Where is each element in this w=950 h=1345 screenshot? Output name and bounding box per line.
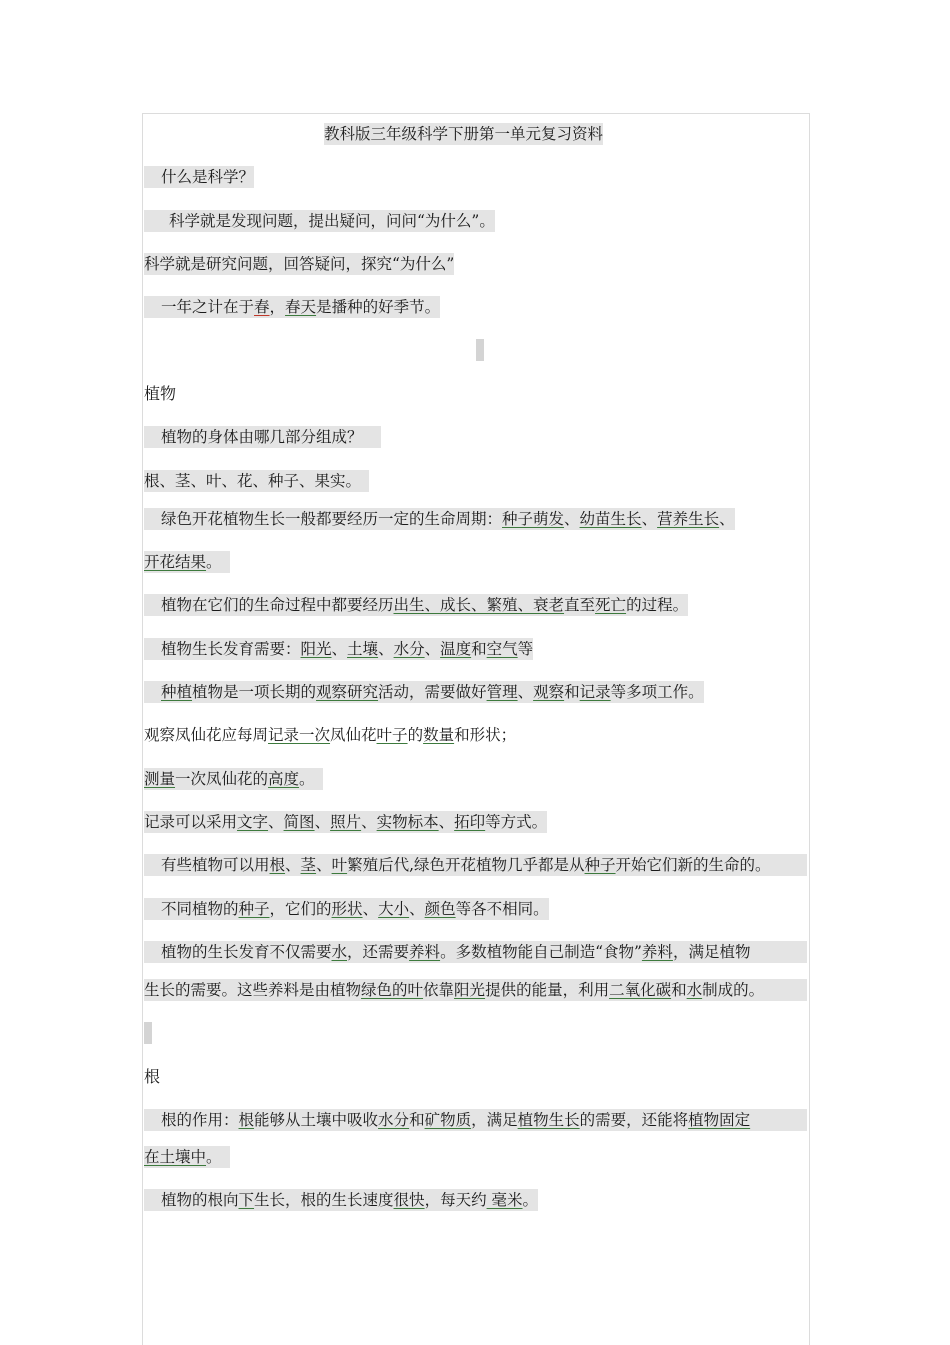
empty-paragraph-marker (144, 1022, 152, 1044)
heading-plants: 植物 (144, 384, 177, 403)
planting-activity: 种植植物是一项长期的观察研究活动，需要做好管理、观察和记录等多项工作。 (144, 681, 704, 703)
root-function-line-1: 根的作用：根能够从土壤中吸收水分和矿物质，满足植物生长的需要，还能将植物固定 (144, 1109, 807, 1131)
life-cycle-line-1: 绿色开花植物生长一般都要经历一定的生命周期：种子萌发、幼苗生长、营养生长、 (144, 508, 735, 530)
nutrition-line-2: 生长的需要。这些养料是由植物绿色的叶依靠阳光提供的能量，利用二氧化碳和水制成的。 (144, 979, 807, 1001)
growth-needs: 植物生长发育需要：阳光、土壤、水分、温度和空气等 (144, 638, 533, 660)
science-question: 什么是科学？ (144, 166, 254, 188)
document-title: 教科版三年级科学下册第一单元复习资料 (324, 125, 604, 143)
recording-methods: 记录可以采用文字、简图、照片、实物标本、拓印等方式。 (144, 813, 548, 831)
empty-paragraph-marker (476, 339, 484, 361)
heading-root: 根 (144, 1067, 161, 1086)
reproduction: 有些植物可以用根、茎、叶繁殖后代,绿色开花植物几乎都是从种子开始它们新的生命的。 (144, 854, 807, 876)
observe-impatiens: 观察凤仙花应每周记录一次凤仙花叶子的数量和形状； (144, 726, 517, 744)
plant-parts-question: 植物的身体由哪几部分组成？ (144, 426, 381, 448)
seed-differences: 不同植物的种子，它们的形状、大小、颜色等各不相同。 (144, 898, 549, 920)
life-process: 植物在它们的生命过程中都要经历出生、成长、繁殖、衰老直至死亡的过程。 (144, 594, 688, 616)
root-function-line-2: 在土壤中。 (144, 1146, 230, 1168)
spring-sentence: 一年之计在于春，春天是播种的好季节。 (144, 296, 440, 318)
nutrition-line-1: 植物的生长发育不仅需要水，还需要养料。多数植物能自己制造“食物”养料，满足植物 (144, 941, 807, 963)
science-answer-1: 科学就是发现问题，提出疑问，问问“为什么”。 (144, 210, 495, 232)
measure-impatiens: 测量一次凤仙花的高度。 (144, 768, 323, 790)
root-growth: 植物的根向下生长，根的生长速度很快，每天约 毫米。 (144, 1189, 538, 1211)
plant-parts-answer: 根、茎、叶、花、种子、果实。 (144, 470, 369, 492)
science-answer-2: 科学就是研究问题，回答疑问，探究“为什么” (144, 255, 455, 273)
life-cycle-line-2: 开花结果。 (144, 551, 230, 573)
